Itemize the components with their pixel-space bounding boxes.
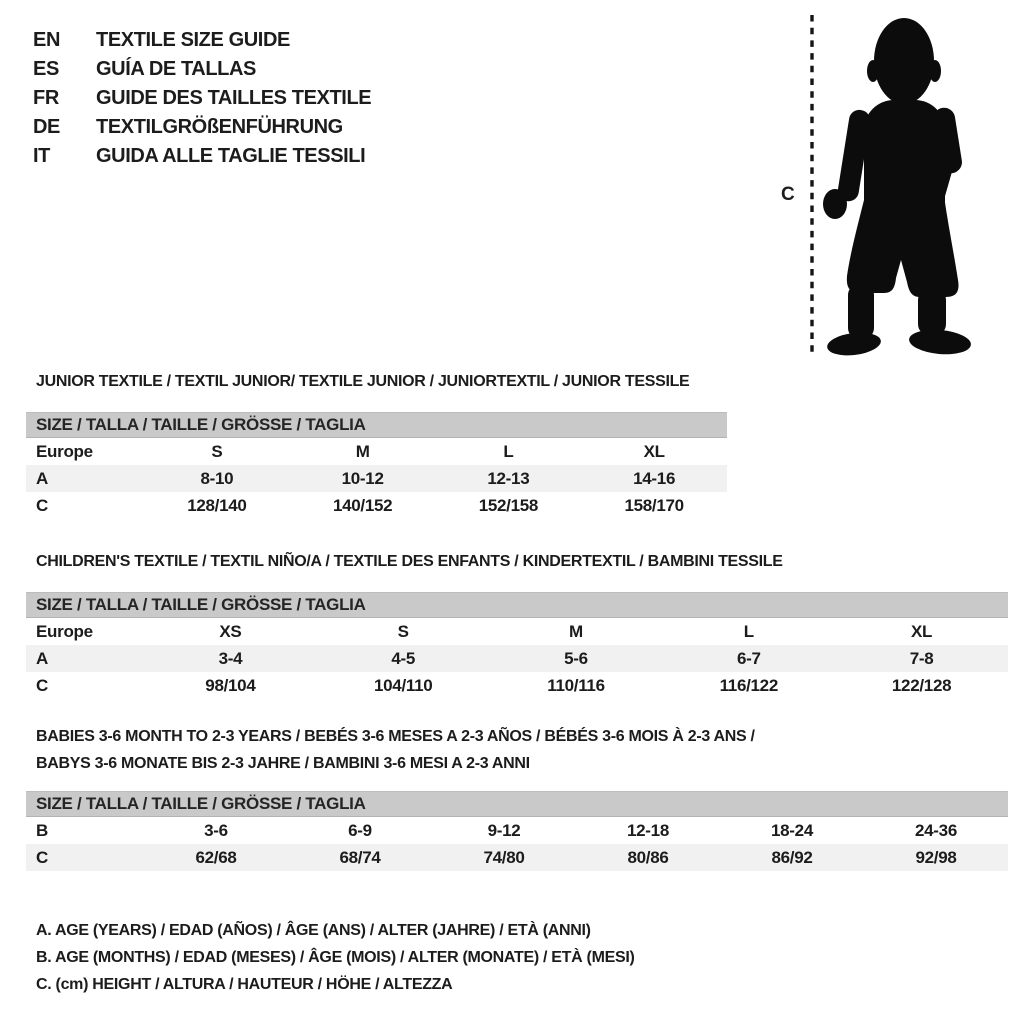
section-title: [36, 548, 1008, 575]
size-cell: 3-6: [204, 820, 228, 840]
legend-line: C. (cm) HEIGHT / ALTURA / HAUTEUR / HÖHE / ALTEZZA: [36, 976, 453, 993]
language-row: [33, 55, 371, 84]
section-title-line: CHILDREN'S TEXTILE / TEXTIL NIÑO/A / TEXTILE DES ENFANTS / KINDERTEXTIL / BAMBINI TESSILE: [36, 553, 783, 570]
size-cell: S: [211, 441, 223, 461]
language-code: IT: [33, 145, 50, 167]
language-code: FR: [33, 87, 59, 109]
size-cell: 152/158: [478, 495, 539, 515]
size-cell: 12-13: [487, 468, 530, 488]
size-cell: XS: [219, 621, 242, 641]
height-dotted-line: [806, 12, 818, 360]
section-title: [36, 368, 1008, 395]
language-label: GUÍA DE TALLAS: [96, 58, 256, 80]
table-row: [26, 438, 727, 465]
row-label: A: [36, 468, 48, 488]
table-row: [26, 817, 1008, 844]
language-row: [33, 84, 371, 113]
row-label: B: [36, 820, 48, 840]
size-guide-section: [26, 723, 1008, 871]
table-row: [26, 465, 727, 492]
size-cell: 110/116: [547, 675, 605, 695]
table-row: [26, 645, 1008, 672]
size-cell: M: [355, 441, 370, 461]
size-cell: 158/170: [624, 495, 684, 515]
section-title: [36, 723, 1008, 777]
size-cell: 92/98: [915, 847, 957, 867]
size-cell: S: [397, 621, 409, 641]
size-cell: 6-7: [736, 648, 761, 668]
language-row: [33, 26, 371, 55]
size-cell: 74/80: [483, 847, 525, 867]
size-cell: 4-5: [391, 648, 416, 668]
size-cell: 7-8: [909, 648, 934, 668]
size-cell: 68/74: [339, 847, 381, 867]
size-table: [26, 592, 1008, 699]
size-cell: 80/86: [627, 847, 669, 867]
size-cell: 10-12: [341, 468, 384, 488]
size-cell: 98/104: [205, 675, 256, 695]
table-header-band: SIZE / TALLA / TAILLE / GRÖSSE / TAGLIA: [26, 592, 1008, 618]
size-cell: 140/152: [332, 495, 393, 515]
language-code: DE: [33, 116, 60, 138]
size-guide-content: [26, 366, 1008, 998]
size-guide-section: [26, 368, 1008, 519]
size-cell: 12-18: [627, 820, 669, 840]
size-cell: 6-9: [348, 820, 372, 840]
table-header-band: SIZE / TALLA / TAILLE / GRÖSSE / TAGLIA: [26, 791, 1008, 817]
legend-line: A. AGE (YEARS) / EDAD (AÑOS) / ÂGE (ANS) / ALTER (JAHRE) / ETÀ (ANNI): [36, 922, 591, 939]
table-row: [26, 844, 1008, 871]
size-cell: M: [569, 621, 583, 641]
height-marker-label: C: [781, 184, 795, 205]
language-label: GUIDA ALLE TAGLIE TESSILI: [96, 145, 366, 167]
size-cell: 116/122: [719, 675, 778, 695]
section-title-line: BABIES 3-6 MONTH TO 2-3 YEARS / BEBÉS 3-6 MESES A 2-3 AÑOS / BÉBÉS 3-6 MOIS À 2-3 ANS /: [36, 728, 755, 745]
size-table: [26, 791, 1008, 871]
size-cell: 86/92: [771, 847, 813, 867]
size-cell: 8-10: [200, 468, 234, 488]
size-cell: L: [503, 441, 514, 461]
legend-line: B. AGE (MONTHS) / EDAD (MESES) / ÂGE (MOIS) / ALTER (MONATE) / ETÀ (MESI): [36, 949, 635, 966]
row-label: C: [36, 675, 48, 695]
language-row: [33, 113, 371, 142]
row-label: Europe: [36, 441, 93, 461]
row-label: A: [36, 648, 48, 668]
section-title-line: BABYS 3-6 MONATE BIS 2-3 JAHRE / BAMBINI 3-6 MESI A 2-3 ANNI: [36, 755, 530, 772]
row-label: C: [36, 495, 48, 515]
size-guide-sections: [26, 368, 1008, 871]
size-cell: 104/110: [373, 675, 433, 695]
size-cell: 122/128: [891, 675, 952, 695]
size-cell: 5-6: [564, 648, 588, 668]
size-table: [26, 412, 727, 519]
table-row: [26, 672, 1008, 699]
size-cell: XL: [911, 621, 933, 641]
table-header-band: SIZE / TALLA / TAILLE / GRÖSSE / TAGLIA: [26, 412, 727, 438]
row-label: Europe: [36, 621, 93, 641]
section-title-line: JUNIOR TEXTILE / TEXTIL JUNIOR/ TEXTILE JUNIOR / JUNIORTEXTIL / JUNIOR TESSILE: [36, 373, 690, 390]
size-cell: 14-16: [633, 468, 676, 488]
size-cell: 24-36: [915, 820, 957, 840]
size-cell: 9-12: [487, 820, 521, 840]
size-cell: L: [743, 621, 754, 641]
toddler-silhouette-icon: [820, 14, 972, 359]
table-row: [26, 618, 1008, 645]
size-guide-section: [26, 548, 1008, 699]
language-title-block: [33, 26, 371, 171]
size-cell: 3-4: [218, 648, 243, 668]
size-cell: 128/140: [187, 495, 247, 515]
language-code: EN: [33, 29, 60, 51]
language-label: GUIDE DES TAILLES TEXTILE: [96, 87, 372, 109]
size-cell: 18-24: [771, 820, 813, 840]
size-cell: XL: [643, 441, 665, 461]
language-label: TEXTILGRÖßENFÜHRUNG: [96, 116, 343, 138]
language-row: [33, 142, 371, 171]
row-label: C: [36, 847, 48, 867]
legend-block: [36, 917, 1008, 998]
table-row: [26, 492, 727, 519]
size-cell: 62/68: [195, 847, 237, 867]
language-code: ES: [33, 58, 59, 80]
language-label: TEXTILE SIZE GUIDE: [96, 29, 290, 51]
